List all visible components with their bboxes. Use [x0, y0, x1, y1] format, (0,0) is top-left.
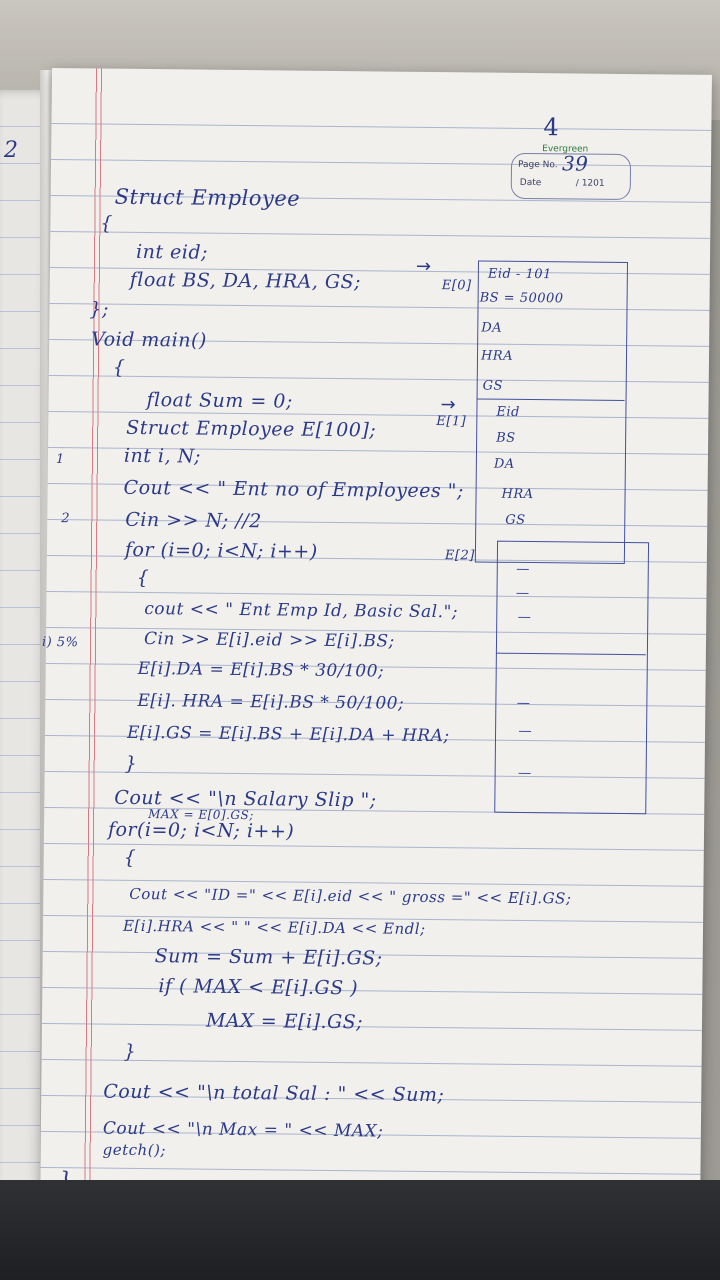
- left-page-mark: 2: [4, 138, 19, 163]
- desk-dark-foreground: [0, 1180, 720, 1280]
- diagram-field: Eid - 101: [487, 266, 552, 283]
- diagram-field: GS: [505, 512, 526, 528]
- diagram-field: HRA: [480, 348, 514, 364]
- code-line: };: [89, 298, 110, 321]
- page-date-stamp: [511, 144, 631, 200]
- diagram-field: Eid: [496, 404, 520, 420]
- code-line: cout << " Ent Emp Id, Basic Sal.";: [144, 598, 459, 623]
- code-line: Sum = Sum + E[i].GS;: [154, 945, 383, 970]
- code-line: Cout << " Ent no of Employees ";: [123, 476, 464, 503]
- stamp-date-label: Date: [519, 177, 542, 189]
- code-line: Cin >> E[i].eid >> E[i].BS;: [143, 628, 395, 652]
- diagram-field: BS = 50000: [479, 290, 564, 307]
- code-line: E[i]. HRA = E[i].BS * 50/100;: [137, 690, 405, 714]
- code-line: {: [112, 356, 126, 379]
- arrow-e1: →: [440, 394, 456, 416]
- arrow-e0: →: [415, 255, 432, 277]
- stamp-date-value: / 1201: [575, 178, 605, 189]
- code-line: for (i=0; i<N; i++): [124, 538, 318, 563]
- code-line: int i, N;: [123, 444, 202, 468]
- code-line: Cout << "\n Max = " << MAX;: [102, 1118, 384, 1142]
- code-line: E[i].HRA << " " << E[i].DA << Endl;: [122, 916, 426, 938]
- stamp-brand: Evergreen: [542, 144, 589, 155]
- code-line: float BS, DA, HRA, GS;: [129, 268, 362, 294]
- code-line: E[i].GS = E[i].BS + E[i].DA + HRA;: [126, 722, 450, 747]
- code-line: Struct Employee: [114, 184, 301, 211]
- margin-mark-2: 2: [61, 511, 71, 527]
- code-line: Cout << "\n Salary Slip ";: [114, 786, 377, 812]
- diagram-label-e2: E[2]: [444, 548, 475, 564]
- diagram-dash: [517, 593, 529, 594]
- code-line: E[i].DA = E[i].BS * 30/100;: [137, 658, 385, 682]
- code-line: Cout << "ID =" << E[i].eid << " gross =" << E[i].GS;: [129, 884, 572, 908]
- code-line: float Sum = 0;: [146, 389, 293, 413]
- code-line: }: [123, 1040, 137, 1063]
- diagram-dash: [518, 617, 530, 618]
- code-line: Cin >> N; //2: [125, 508, 262, 533]
- code-line: Void main(): [91, 328, 207, 352]
- page-number-top: 4: [543, 113, 560, 142]
- diagram-field: HRA: [501, 486, 534, 503]
- code-line: getch();: [102, 1140, 167, 1160]
- diagram-label-e0: E[0]: [441, 278, 472, 294]
- diagram-field: DA: [493, 456, 515, 472]
- stamp-page-value: 39: [561, 151, 589, 176]
- margin-mark-1: 1: [55, 452, 65, 468]
- diagram-dash: [517, 569, 529, 570]
- notebook-page: [40, 68, 712, 1215]
- diagram-dash: [519, 731, 531, 732]
- code-line: {: [100, 212, 114, 235]
- diagram-field: DA: [481, 320, 503, 336]
- code-line: Struct Employee E[100];: [126, 416, 377, 442]
- code-line: {: [136, 566, 150, 590]
- diagram-dash: [519, 773, 531, 774]
- code-line: if ( MAX < E[i].GS ): [158, 975, 359, 1000]
- diagram-field: GS: [482, 378, 504, 394]
- diagram-memory-box-2: [494, 541, 649, 815]
- code-line: }: [124, 752, 138, 775]
- diagram-dash: [517, 703, 529, 704]
- margin-mark-3: i) 5%: [41, 634, 79, 651]
- code-line: int eid;: [135, 240, 209, 264]
- code-line: {: [123, 846, 137, 869]
- diagram-field: BS: [496, 430, 516, 446]
- code-line: MAX = E[0].GS;: [148, 807, 254, 823]
- code-line: for(i=0; i<N; i++): [107, 818, 295, 843]
- diagram-label-e1: E[1]: [436, 414, 467, 430]
- code-line: Cout << "\n total Sal : " << Sum;: [103, 1080, 445, 1107]
- stamp-page-label: Page No.: [517, 159, 558, 171]
- code-line: MAX = E[i].GS;: [205, 1009, 364, 1034]
